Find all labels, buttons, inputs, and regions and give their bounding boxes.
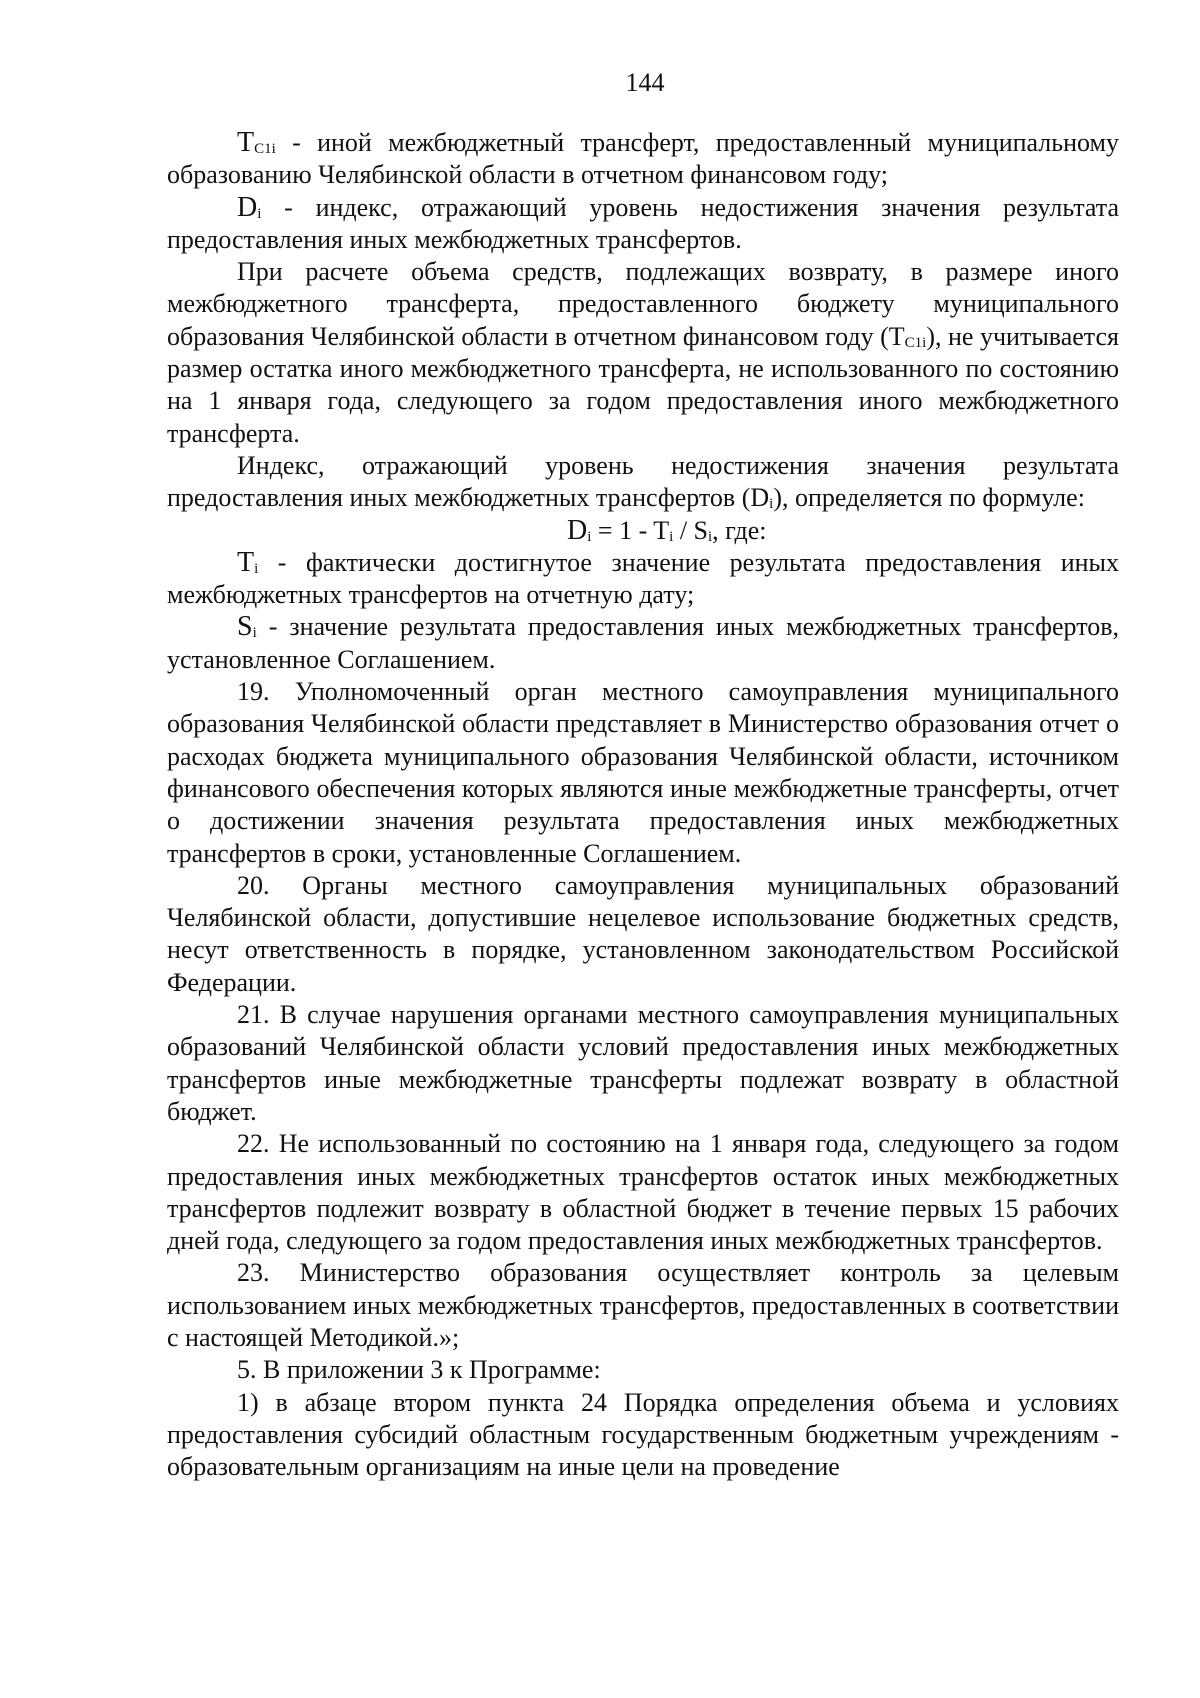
paragraph-calculation-text-after: ), не учитывается размер остатка иного межбюджетного трансферта, не использованного по состоянию на 1 января года, следующего за годом предоставления иного межбюджетного трансферта.: [167, 321, 1119, 448]
definition-ti: [167, 547, 1119, 612]
definition-si-text: - значение результата предоставления иных межбюджетных трансфертов, установленное Соглашением.: [167, 612, 1119, 674]
formula: [167, 515, 1119, 547]
definition-tc1i-text: - иной межбюджетный трансферт, предоставленный муниципальному образованию Челябинской области в отчетном финансовом году;: [167, 128, 1119, 190]
subscript-i: i: [252, 625, 257, 642]
formula-tail: , где:: [712, 515, 767, 545]
paragraph-20: 20. Органы местного самоуправления муниципальных образований Челябинской области, допустившие нецелевое использование бюджетных средств, несут ответственность в порядке, установленном законодательством Российской Федерации.: [167, 870, 1119, 997]
definition-ti-text: - фактически достигнутое значение результата предоставления иных межбюджетных трансфертов на отчетную дату;: [167, 547, 1119, 610]
paragraph-23: 23. Министерство образования осуществляет контроль за целевым использованием иных межбюджетных трансфертов, предоставленных в соответствии с настоящей Методикой.»;: [167, 1258, 1119, 1352]
subscript-i: i: [254, 560, 259, 577]
definition-di-text: - индекс, отражающий уровень недостижения значения результата предоставления иных межбюджетных трансфертов.: [167, 192, 1119, 254]
paragraph-21: 21. В случае нарушения органами местного самоуправления муниципальных образований Челябинской области условий предоставления иных межбюджетных трансфертов иные межбюджетные трансферты подлежат возврату в областной бюджет.: [167, 1000, 1119, 1126]
formula-slash: / S: [673, 515, 708, 545]
definition-di: [167, 192, 1119, 257]
formula-d: D: [567, 514, 588, 546]
symbol-s: S: [237, 611, 253, 643]
paragraph-5-1: 1) в абзаце втором пункта 24 Порядка определения объема и условиях предоставления субсидий областным государственным бюджетным учреждениям - образовательным организациям на иные цели на проведение: [167, 1387, 1119, 1482]
subscript-i: i: [769, 496, 774, 513]
formula-t-subscript: i: [669, 528, 674, 545]
symbol-t: T: [237, 546, 255, 578]
paragraph-index: [167, 450, 1119, 515]
subscript-c1i: C1i: [254, 141, 276, 157]
page-number: 144: [625, 68, 665, 97]
definition-si: [167, 611, 1119, 676]
paragraph-calculation: [167, 256, 1119, 450]
document-body: [167, 127, 1119, 1483]
formula-s-subscript: i: [708, 528, 713, 545]
subscript-i: i: [257, 205, 262, 222]
paragraph-19: 19. Уполномоченный орган местного самоуправления муниципального образования Челябинской области представляет в Министерство образования отчет о расходах бюджета муниципального образования Челябинской области, источником финансового обеспечения которых являются иные межбюджетные трансферты, отчет о достижении значения результата предоставления иных межбюджетных трансфертов в сроки, установленные Соглашением.: [167, 677, 1119, 868]
definition-tc1i: [167, 127, 1119, 192]
paragraph-calculation-text-before: При расчете объема средств, подлежащих возврату, в размере иного межбюджетного трансферта, предоставленного бюджету муниципального образования Челябинской области в отчетном финансовом году (T: [167, 257, 1119, 351]
symbol-d: D: [237, 191, 258, 223]
symbol-t: T: [237, 127, 255, 158]
paragraph-22: 22. Не использованный по состоянию на 1 января года, следующего за годом предоставления иных межбюджетных трансфертов остаток иных межбюджетных трансфертов подлежит возврату в областной бюджет в течение первых 15 рабочих дней года, следующего за годом предоставления иных межбюджетных трансфертов.: [167, 1129, 1119, 1256]
paragraph-index-text-after: ), определяется по формуле:: [773, 483, 1085, 513]
formula-equals: = 1 - T: [591, 515, 670, 545]
subscript-c1i: C1i: [904, 334, 927, 351]
paragraph-5: 5. В приложении 3 к Программе:: [237, 1355, 601, 1385]
formula-d-subscript: i: [587, 528, 592, 545]
paragraph-index-text-before: Индекс, отражающий уровень недостижения значения результата предоставления иных межбюджетных трансфертов (D: [167, 450, 1119, 513]
